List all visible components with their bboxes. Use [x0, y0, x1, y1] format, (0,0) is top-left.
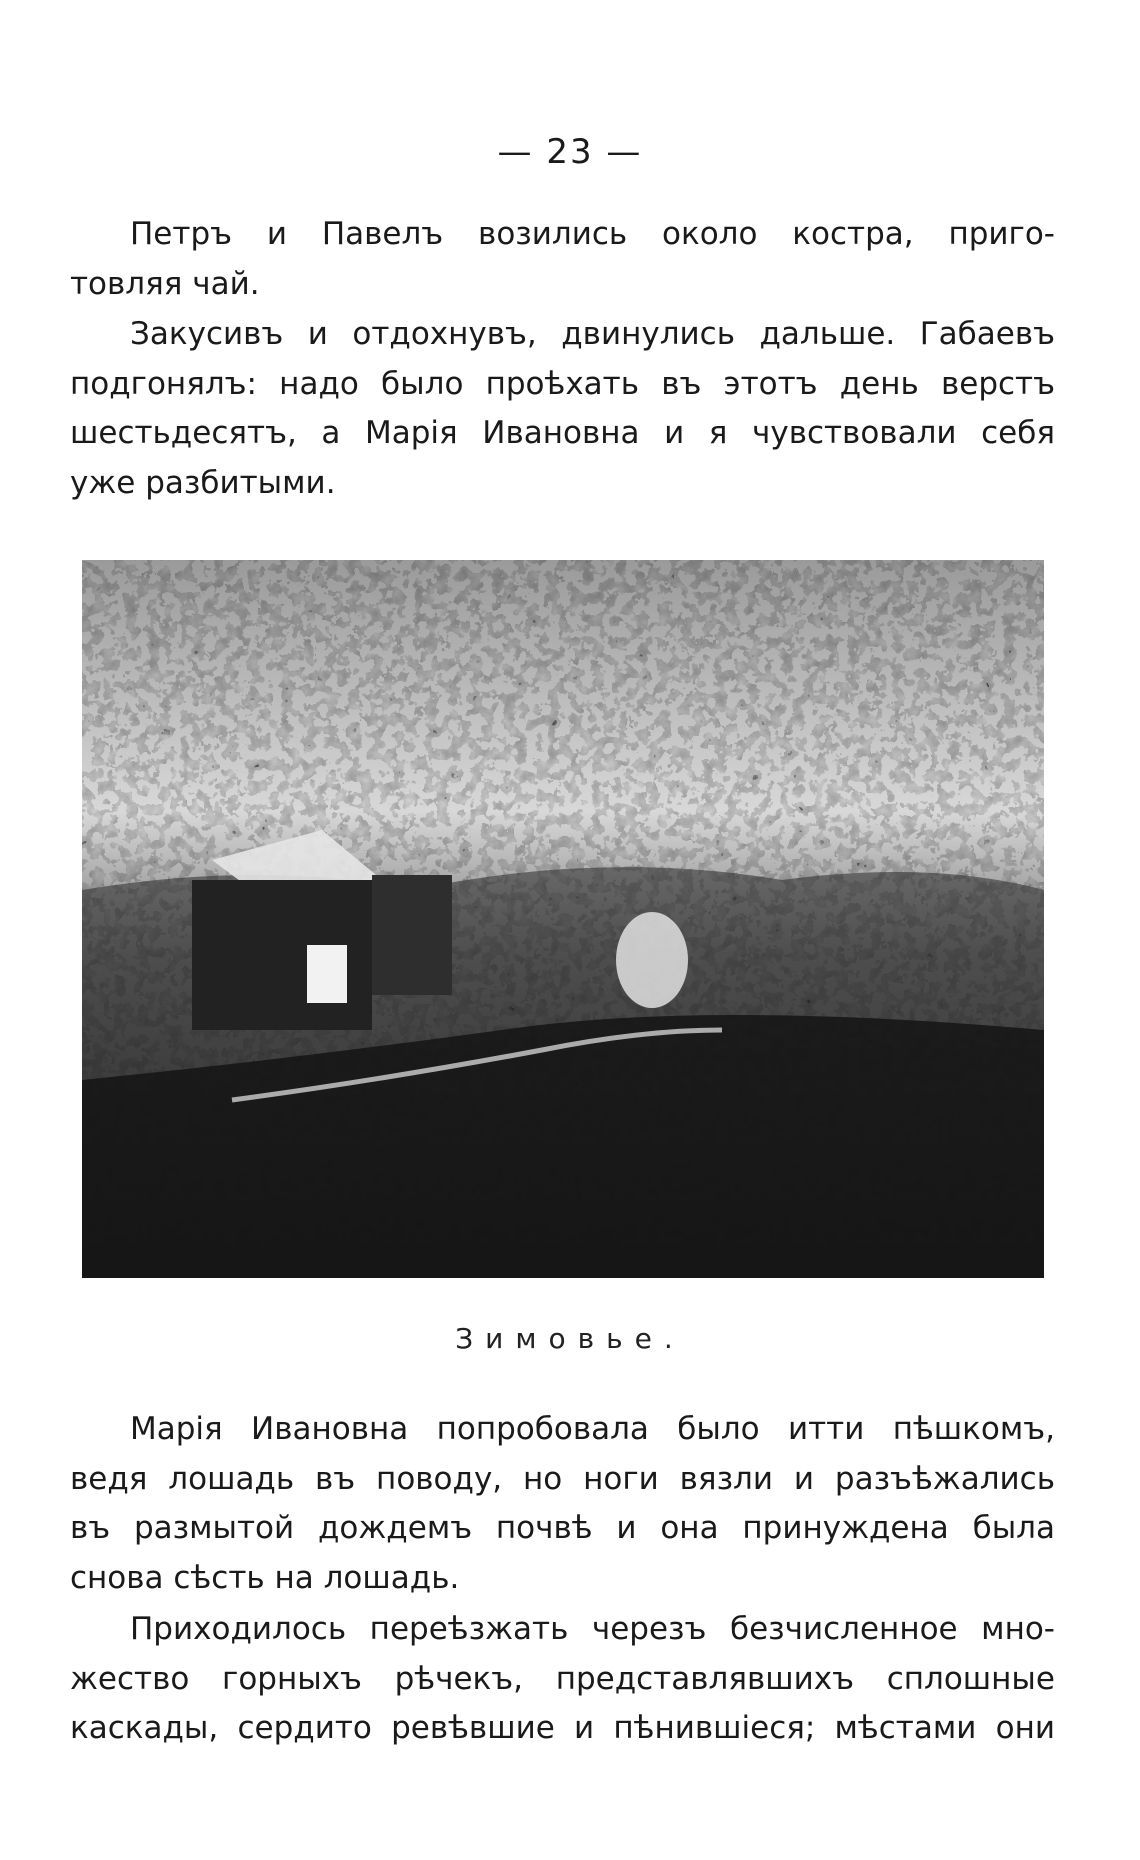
winter-hut-photo	[82, 560, 1044, 1278]
text-line: Закусивъ и отдохнувъ, двинулись дальше. Габаевъ	[130, 316, 1055, 352]
text-line: уже разбитыми.	[70, 464, 336, 501]
text-line: Петръ и Павелъ возились около костра, приго-	[130, 216, 1055, 252]
text-line: въ размытой дождемъ почвѣ и она принуждена была	[70, 1510, 1055, 1546]
paragraph-4	[70, 1605, 1055, 1754]
text-line: шестьдесятъ, а Марія Ивановна и я чувствовали себя	[70, 415, 1055, 451]
text-line: ведя лошадь въ поводу, но ноги вязли и разъѣжались	[70, 1460, 1055, 1497]
text-line: снова сѣсть на лошадь.	[70, 1559, 460, 1596]
paragraph-1	[70, 210, 1055, 309]
page-number: — 23 —	[497, 132, 643, 172]
text-line: товляя чай.	[70, 265, 260, 302]
paragraph-3	[70, 1405, 1055, 1603]
figure-caption: Зимовье.	[455, 1322, 685, 1355]
paragraph-2	[70, 310, 1055, 508]
text-line: Приходилось переѣзжать черезъ безчисленное мно-	[130, 1611, 1055, 1647]
text-line: подгонялъ: надо было проѣхать въ этотъ день верстъ	[70, 365, 1055, 402]
text-line: Марія Ивановна попробовала было итти пѣшкомъ,	[130, 1411, 1055, 1447]
text-line: каскады, сердито ревѣвшие и пѣнившіеся; мѣстами они	[70, 1710, 1055, 1746]
text-line: жество горныхъ рѣчекъ, представлявшихъ сплошные	[70, 1660, 1055, 1697]
